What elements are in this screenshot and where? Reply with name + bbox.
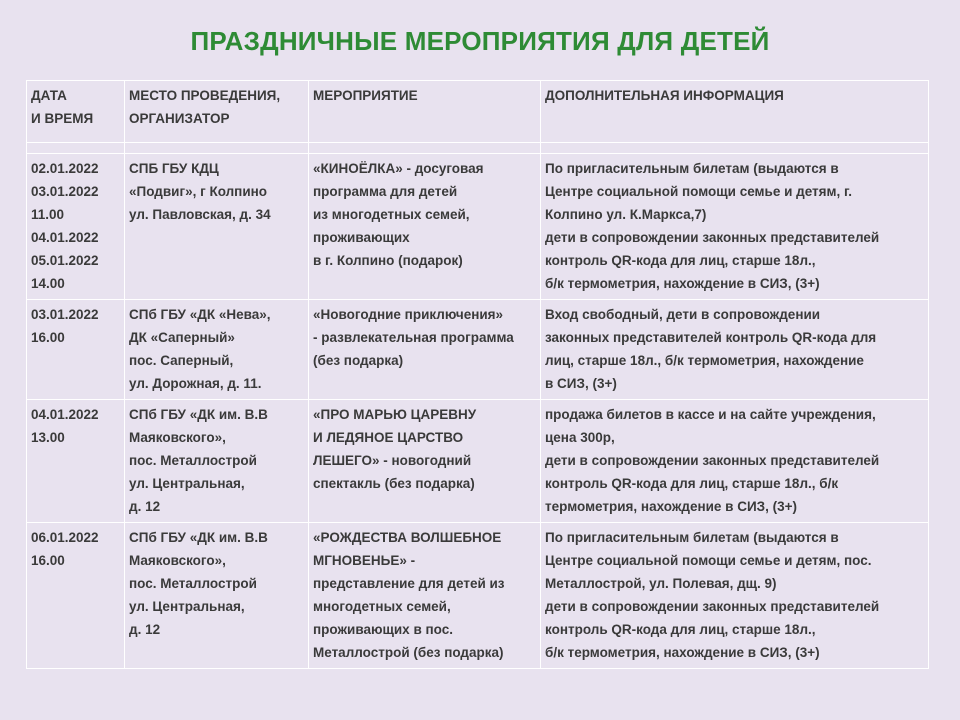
- cell-event: «ПРО МАРЬЮ ЦАРЕВНУ И ЛЕДЯНОЕ ЦАРСТВО ЛЕШЕГО» - новогодний спектакль (без подарка): [309, 400, 541, 523]
- table-row: [27, 154, 929, 300]
- cell-date-time: 02.01.2022 03.01.2022 11.00 04.01.2022 05.01.2022 14.00: [27, 154, 125, 300]
- cell-place: СПб ГБУ «ДК «Нева», ДК «Саперный» пос. Саперный, ул. Дорожная, д. 11.: [125, 300, 309, 400]
- table-row: [27, 523, 929, 669]
- cell-info: Вход свободный, дети в сопровождении законных представителей контроль QR-кода для лиц, старше 18л., б/к термометрия, нахождение в СИЗ, (3+): [541, 300, 929, 400]
- cell-date-time: 03.01.2022 16.00: [27, 300, 125, 400]
- cell-event: «КИНОЁЛКА» - досуговая программа для детей из многодетных семей, проживающих в г. Колпино (подарок): [309, 154, 541, 300]
- header-place-organizer: МЕСТО ПРОВЕДЕНИЯ, ОРГАНИЗАТОР: [125, 81, 309, 143]
- page-title: ПРАЗДНИЧНЫЕ МЕРОПРИЯТИЯ ДЛЯ ДЕТЕЙ: [190, 26, 770, 56]
- table-row: [27, 400, 929, 523]
- events-table: [26, 80, 929, 669]
- cell-info: продажа билетов в кассе и на сайте учреждения, цена 300р, дети в сопровождении законных представителей контроль QR-кода для лиц, старше 18л., б/к термометрия, нахождение в СИЗ, (3+): [541, 400, 929, 523]
- cell-info: По пригласительным билетам (выдаются в Центре социальной помощи семье и детям, г. Колпино ул. К.Маркса,7) дети в сопровождении законных представителей контроль QR-кода для лиц, старше 18л., б/к термометрия, нахождение в СИЗ, (3+): [541, 154, 929, 300]
- cell-place: СПб ГБУ «ДК им. В.В Маяковского», пос. Металлострой ул. Центральная, д. 12: [125, 523, 309, 669]
- header-additional-info: ДОПОЛНИТЕЛЬНАЯ ИНФОРМАЦИЯ: [541, 81, 929, 143]
- cell-date-time: 04.01.2022 13.00: [27, 400, 125, 523]
- header-date-time: ДАТА И ВРЕМЯ: [27, 81, 125, 143]
- cell-place: СПБ ГБУ КДЦ «Подвиг», г Колпино ул. Павловская, д. 34: [125, 154, 309, 300]
- table-row: [27, 300, 929, 400]
- cell-event: «РОЖДЕСТВА ВОЛШЕБНОЕ МГНОВЕНЬЕ» - представление для детей из многодетных семей, проживающих в пос. Металлострой (без подарка): [309, 523, 541, 669]
- cell-info: По пригласительным билетам (выдаются в Центре социальной помощи семье и детям, пос. Металлострой, ул. Полевая, дщ. 9) дети в сопровождении законных представителей контроль QR-кода для лиц, старше 18л., б/к термометрия, нахождение в СИЗ, (3+): [541, 523, 929, 669]
- cell-place: СПб ГБУ «ДК им. В.В Маяковского», пос. Металлострой ул. Центральная, д. 12: [125, 400, 309, 523]
- header-separator: [27, 143, 929, 154]
- cell-date-time: 06.01.2022 16.00: [27, 523, 125, 669]
- table-header-row: [27, 81, 929, 143]
- cell-event: «Новогодние приключения» - развлекательная программа (без подарка): [309, 300, 541, 400]
- header-event: МЕРОПРИЯТИЕ: [309, 81, 541, 143]
